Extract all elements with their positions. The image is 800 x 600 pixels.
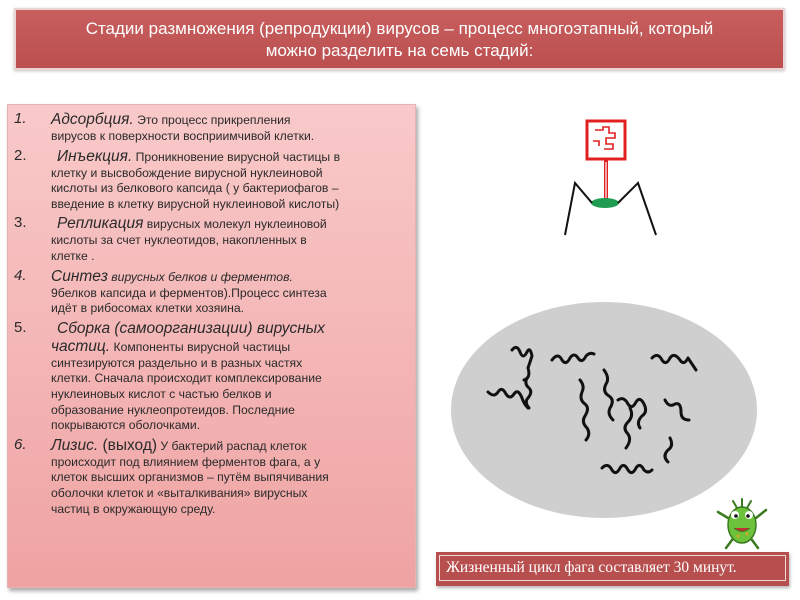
green-virus-mascot-icon — [718, 499, 766, 548]
stage-item-1 — [14, 111, 409, 145]
stage-text-line: кислоты за счет нуклеотидов, накопленных в — [51, 233, 307, 248]
stage-text-line: вирусов к поверхности восприимчивой клетки. — [51, 129, 315, 143]
stage-text-line: вирусных молекул нуклеиновой — [143, 217, 327, 232]
stage-text-line: вирусных белков и ферментов. — [107, 269, 293, 284]
stage-text-line: Компоненты вирусной частицы — [110, 339, 291, 354]
stage-text-line: Это процесс прикрепления — [133, 113, 291, 127]
stage-text-line: Проникновение вирусной частицы в — [132, 149, 341, 164]
stage-item-6 — [14, 437, 409, 517]
phage-cycle-note-text: Жизненный цикл фага составляет 30 минут. — [439, 555, 786, 581]
stage-text-line: идёт в рибосомах клетки хозяина. — [51, 301, 245, 316]
stage-text-line: происходит под влиянием ферментов фага, а у — [51, 454, 321, 469]
stage-number: 6. — [14, 435, 27, 453]
stage-number: 3. — [14, 214, 27, 232]
stage-text-line: У бактерий распад клеток — [157, 438, 307, 453]
stage-text-line: 9белков капсида и ферментов).Процесс синтеза — [51, 285, 327, 300]
stage-text-line: клетке . — [51, 248, 95, 263]
stage-heading: Синтез — [51, 267, 108, 285]
bacteriophage-icon — [565, 121, 656, 235]
stage-item-5 — [14, 320, 409, 434]
stage-number: 4. — [14, 266, 27, 284]
stage-text-line: частиц в окружающую среду. — [51, 501, 216, 516]
title-line-2: можно разделить на семь стадий: — [265, 41, 534, 60]
stage-text-line: клетку и высвобождение вирусной нуклеиновой — [51, 165, 323, 180]
stage-text-line: оболочки клеток и «выталкивания» вирусных — [51, 485, 308, 500]
stage-heading: Сборка (самоорганизации) вирусных — [57, 319, 325, 337]
stage-heading: Лизис. — [51, 436, 99, 454]
stages-list — [7, 104, 416, 588]
stage-text-line: образование нуклеопротеидов. Последние — [51, 402, 295, 417]
stage-number: 5. — [14, 318, 27, 336]
stage-text-line: клетки. Сначала происходит комплексирование — [51, 371, 322, 386]
nucleic-acid-strands — [488, 347, 696, 472]
title-line-1: Стадии размножения (репродукции) вирусов – процесс многоэтапный, который — [85, 19, 714, 38]
stage-heading-extra: (выход) — [98, 436, 158, 454]
host-cell-icon — [451, 302, 757, 518]
stage-text-line: клеток высших организмов – путём выпячивания — [51, 470, 329, 485]
stage-text-line: кислоты из белкового капсида ( у бактериофагов – — [51, 181, 339, 196]
stage-item-4 — [14, 268, 409, 317]
slide-title — [14, 8, 785, 70]
stage-item-3 — [14, 215, 409, 264]
stage-text-line: покрываются оболочками. — [51, 418, 201, 433]
stage-text-line: нуклеиновых кислот с частью белков и — [51, 386, 272, 401]
stage-heading: Репликация — [57, 215, 144, 233]
stage-heading: Адсорбция. — [51, 111, 134, 128]
stage-heading: Инъекция. — [57, 147, 133, 165]
stage-number: 2. — [14, 146, 27, 164]
stage-text-line: введение в клетку вирусной нуклеиновой кислоты) — [51, 196, 340, 211]
stage-heading-continued: частиц. — [51, 337, 111, 355]
stage-item-2 — [14, 148, 409, 213]
phage-cycle-note — [436, 552, 789, 586]
stage-number: 1. — [14, 110, 27, 127]
stage-text-line: синтезируются раздельно и в разных частях — [51, 355, 303, 370]
